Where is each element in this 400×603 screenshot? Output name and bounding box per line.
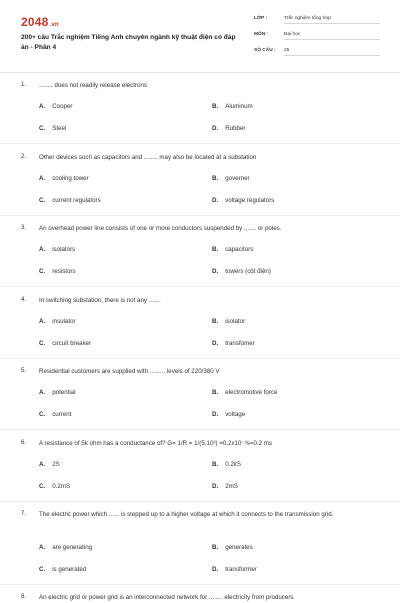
logo-text: 2048 [21, 15, 49, 29]
question-stem: The electric power which ...... is stepped up to a higher voltage at which it connects to the transmission grid. [39, 511, 334, 518]
question-stem: ........ does not readily release electrons [39, 82, 147, 89]
option-b[interactable]: B. Aluminum [212, 103, 253, 110]
option-b[interactable]: B. generates [212, 544, 253, 551]
question-number: 4. [21, 296, 27, 303]
question-stem: Other devices such as capacitors and ........ may also be located at a substation [39, 154, 257, 161]
option-a[interactable]: A. are generating [39, 544, 93, 551]
option-b[interactable]: B. governer [212, 175, 250, 182]
option-b[interactable]: B. electromotive force [212, 389, 278, 396]
question-stem: An electric grid or power grid is an interconnected network for ........ electricity from producers [39, 594, 294, 601]
meta-subject-value: Đại học [284, 32, 380, 40]
page-header [0, 0, 400, 72]
option-d[interactable]: D. 2mS [212, 483, 238, 490]
meta-class-label: LỚP : [254, 16, 268, 21]
option-b[interactable]: B. isolator [212, 318, 246, 325]
header-divider [0, 72, 400, 73]
question-divider [0, 501, 400, 502]
option-d[interactable]: D. voltage [212, 411, 246, 418]
option-c[interactable]: C. resistors [39, 268, 76, 275]
option-a[interactable]: A. potential [39, 389, 76, 396]
question-divider [0, 358, 400, 359]
option-a[interactable]: A. cooling tower [39, 175, 89, 182]
meta-class-value: Trắc nghiệm tổng hợp [284, 16, 380, 24]
meta-count-label: SỐ CÂU : [254, 48, 276, 53]
option-a[interactable]: A. Cooper [39, 103, 73, 110]
option-a[interactable]: A. 2S [39, 461, 60, 468]
logo-suffix: .vn [49, 22, 59, 28]
question-stem: A resistance of 5k ohm has a conductance of? G= 1/R = 1/(5.10³) =0,2x10⁻³s=0.2 ms [39, 440, 273, 447]
meta-count [254, 46, 380, 58]
question-divider [0, 215, 400, 216]
option-c[interactable]: C. is generated [39, 566, 87, 573]
option-a[interactable]: A. insulator [39, 318, 76, 325]
option-d[interactable]: D. transformer [212, 566, 257, 573]
question-number: 1. [21, 81, 27, 88]
question-divider [0, 584, 400, 585]
option-c[interactable]: C. 0.2mS [39, 483, 71, 490]
question-stem: In switching substation, there is not any ....... [39, 297, 161, 304]
meta-count-value: 25 [284, 48, 380, 56]
meta-class [254, 14, 380, 26]
question-stem: Residential customers are supplied with ......... levels of 220/380 V [39, 368, 220, 375]
question-number: 5. [21, 367, 27, 374]
option-a[interactable]: A. isolators [39, 246, 76, 253]
option-b[interactable]: B. 0.2kS [212, 461, 242, 468]
question-number: 6. [21, 439, 27, 446]
option-c[interactable]: C. circuit breaker [39, 340, 92, 347]
site-logo[interactable] [21, 15, 59, 29]
question-number: 7. [21, 510, 27, 517]
question-divider [0, 429, 400, 430]
question-divider [0, 143, 400, 144]
question-number: 2. [21, 153, 27, 160]
meta-subject-label: MÔN : [254, 32, 269, 37]
option-d[interactable]: D. Rubber [212, 125, 246, 132]
option-b[interactable]: B. capacitors [212, 246, 254, 253]
option-c[interactable]: C. current regulators [39, 197, 101, 204]
document-title: 200+ câu Trắc nghiệm Tiếng Anh chuyên ngành kỹ thuật điện có đáp án - Phần 4 [21, 34, 236, 51]
option-d[interactable]: D. towers (cột điện) [212, 268, 271, 275]
question-divider [0, 286, 400, 287]
option-d[interactable]: D. voltage regulators [212, 197, 275, 204]
option-c[interactable]: C. Steel [39, 125, 67, 132]
meta-subject [254, 30, 380, 42]
option-d[interactable]: D. transfomer [212, 340, 255, 347]
option-c[interactable]: C. current [39, 411, 72, 418]
question-stem: An overhead power line consists of one or more conductors suspended by ....... or poles. [39, 225, 282, 232]
question-number: 8. [21, 593, 27, 600]
question-number: 3. [21, 224, 27, 231]
